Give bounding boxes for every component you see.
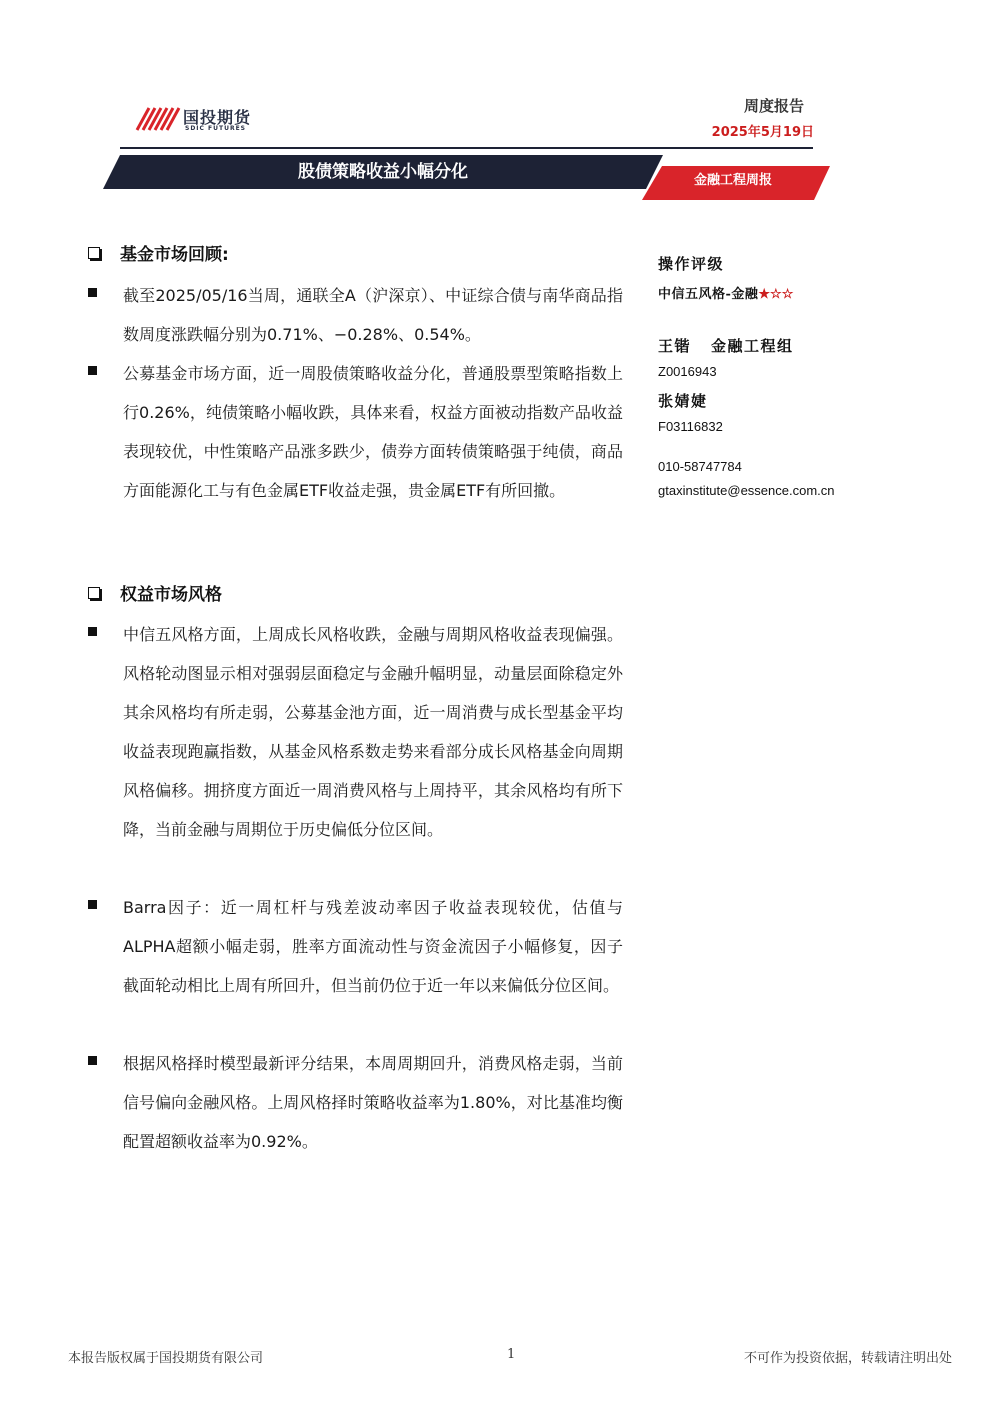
bullet-text: Barra因子：近一周杠杆与残差波动率因子收益表现较优，估值与ALPHA超额小幅走弱，胜率方面流动性与资金流因子小幅修复，因子截面轮动相比上周有所回升，但当前仍位于近一年以来偏低分位区间。 bbox=[123, 898, 623, 995]
bullet-square-icon bbox=[88, 627, 97, 636]
section-heading-text: 基金市场回顾: bbox=[120, 245, 229, 265]
author-1-name: 王锴 bbox=[658, 337, 692, 355]
company-logo bbox=[135, 104, 263, 134]
logo-mark-icon bbox=[135, 104, 181, 132]
section-heading-fund-market bbox=[88, 240, 229, 265]
report-title: 股债策略收益小幅分化 bbox=[298, 162, 468, 182]
checkbox-square-icon bbox=[88, 587, 100, 599]
section-heading-equity-style bbox=[88, 580, 222, 605]
section-heading-text: 权益市场风格 bbox=[120, 585, 222, 605]
rating-stars-icon: ★☆☆ bbox=[758, 287, 794, 302]
title-banner bbox=[103, 155, 663, 189]
author-2-license-id: F03116832 bbox=[658, 419, 723, 434]
rating-style-text: 中信五风格-金融 bbox=[658, 287, 759, 302]
bullet-text: 中信五风格方面，上周成长风格收跌，金融与周期风格收益表现偏强。风格轮动图显示相对强弱层面稳定与金融升幅明显，动量层面除稳定外其余风格均有所走弱，公募基金池方面，近一周消费与成长型基金平均收益表现跑赢指数，从基金风格系数走势来看部分成长风格基金向周期风格偏移。拥挤度方面近一周消费风格与上周持平，其余风格均有所下降，当前金融与周期位于历史偏低分位区间。 bbox=[123, 625, 623, 839]
report-type: 周度报告 bbox=[743, 97, 804, 115]
author-1-group: 金融工程组 bbox=[711, 337, 794, 355]
footer-copyright: 本报告版权属于国投期货有限公司 bbox=[68, 1351, 264, 1366]
rating-label: 操作评级 bbox=[658, 255, 725, 273]
tag-banner bbox=[642, 166, 830, 200]
bullet-square-icon bbox=[88, 366, 97, 375]
rating-value bbox=[658, 283, 793, 302]
footer-disclaimer: 不可作为投资依据，转载请注明出处 bbox=[743, 1351, 952, 1366]
bullet-text: 截至2025/05/16当周，通联全A（沪深京）、中证综合债与南华商品指数周度涨跌幅分别为0.71%、−0.28%、0.54%。 bbox=[123, 286, 623, 344]
logo-chinese-text: 国投期货 bbox=[183, 108, 252, 127]
report-date: 2025年5月19日 bbox=[711, 125, 814, 140]
contact-phone: 010-58747784 bbox=[658, 459, 742, 474]
logo-english-text: SDIC FUTURES bbox=[185, 125, 247, 132]
author-1 bbox=[658, 335, 794, 356]
bullet-text: 根据风格择时模型最新评分结果，本周周期回升，消费风格走弱，当前信号偏向金融风格。上周风格择时策略收益率为1.80%，对比基准均衡配置超额收益率为0.92%。 bbox=[123, 1054, 623, 1151]
header-divider bbox=[120, 147, 813, 149]
author-1-license-id: Z0016943 bbox=[658, 364, 717, 379]
report-category-tag: 金融工程周报 bbox=[694, 173, 773, 188]
bullet-square-icon bbox=[88, 900, 97, 909]
page-number: 1 bbox=[507, 1347, 516, 1362]
bullet-square-icon bbox=[88, 288, 97, 297]
bullet-square-icon bbox=[88, 1056, 97, 1065]
checkbox-square-icon bbox=[88, 247, 100, 259]
bullet-text: 公募基金市场方面，近一周股债策略收益分化，普通股票型策略指数上行0.26%，纯债策略小幅收跌，具体来看，权益方面被动指数产品收益表现较优，中性策略产品涨多跌少，债券方面转债策略强于纯债，商品方面能源化工与有色金属ETF收益走强，贵金属ETF有所回撤。 bbox=[123, 364, 623, 500]
author-2-name: 张婧婕 bbox=[658, 392, 708, 410]
contact-email[interactable]: gtaxinstitute@essence.com.cn bbox=[658, 483, 835, 498]
